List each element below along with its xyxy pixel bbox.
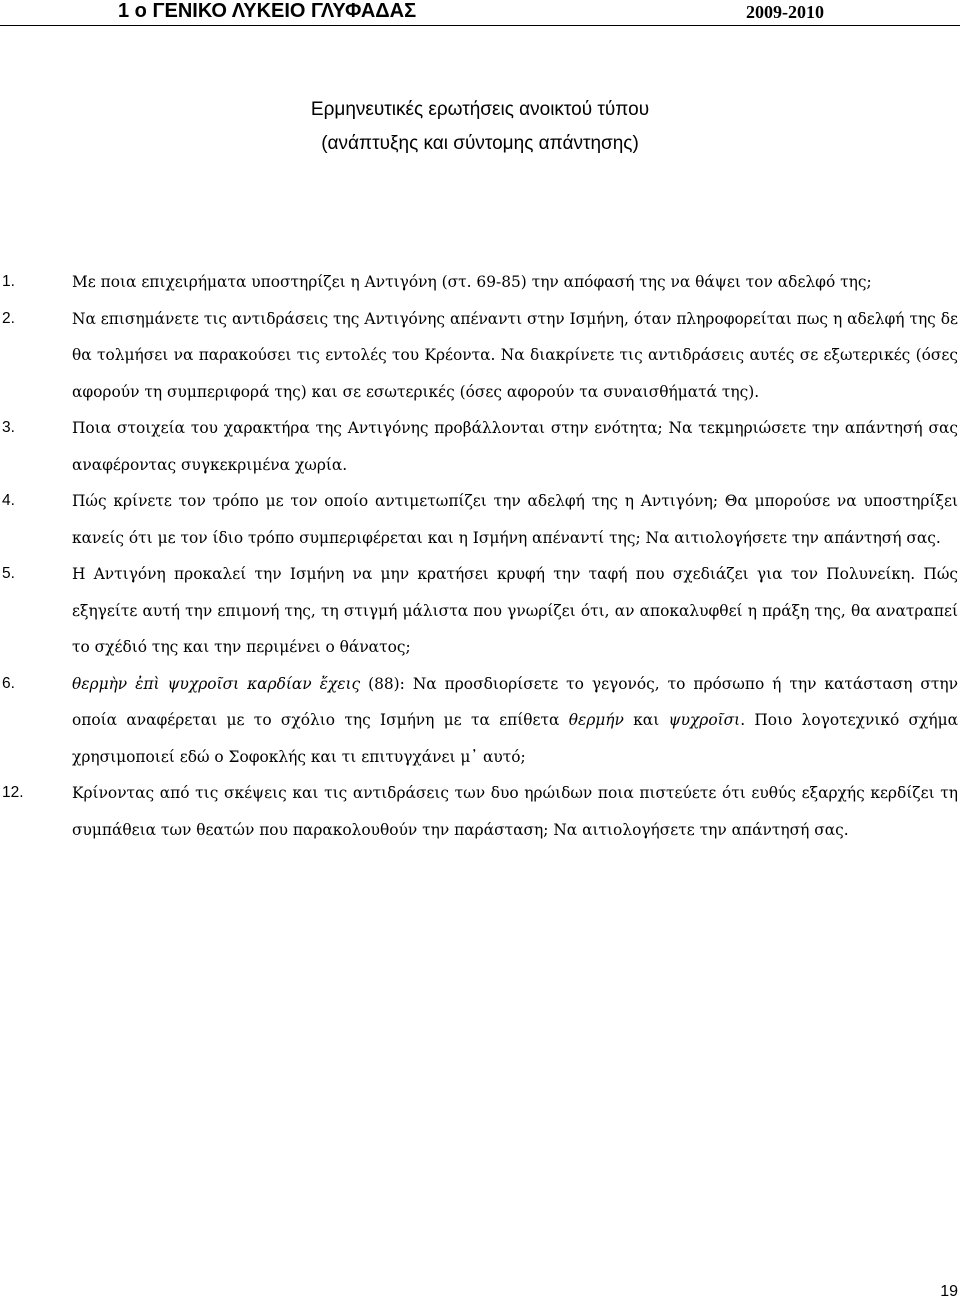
question-text: Ποια στοιχεία του χαρακτήρα της Αντιγόνης προβάλλονται στην ενότητα; Να τεκμηριώσετε την απάντησή σας αναφέροντας συγκεκριμένα χωρία. <box>72 419 958 474</box>
document-subtitle: (ανάπτυξης και σύντομης απάντησης) <box>321 133 639 154</box>
question-item <box>0 775 960 848</box>
quoted-word: θερμήν <box>568 711 624 729</box>
question-item <box>0 483 960 556</box>
question-number: 2. <box>2 309 15 327</box>
question-number: 12. <box>2 784 24 801</box>
question-number: 6. <box>2 674 15 692</box>
question-text: Κρίνοντας από τις σκέψεις και τις αντιδράσεις των δυο ηρώιδων ποια πιστεύετε ότι ευθύς εξαρχής κερδίζει τη συμπάθεια των θεατών που παρακολουθούν την παράσταση; Να αιτιολογήσετε την απάντησή σας. <box>72 784 958 839</box>
question-item <box>0 264 960 301</box>
question-item <box>0 410 960 483</box>
quoted-verse: θερμὴν ἐπὶ ψυχροῖσι καρδίαν ἔχεις <box>72 674 361 693</box>
header-divider <box>0 25 960 26</box>
question-list <box>0 264 960 848</box>
question-number: 4. <box>2 492 15 509</box>
school-year: 2009-2010 <box>746 2 824 22</box>
page-number: 19 <box>940 1283 958 1300</box>
question-text: Η Αντιγόνη προκαλεί την Ισμήνη να μην κρατήσει κρυφή την ταφή που σχεδιάζει για τον Πολυνείκη. Πώς εξηγείτε αυτή την επιμονή της, τη στιγμή μάλιστα που γνωρίζει ότι, αν αποκαλυφθεί η πράξη της, θα ανατραπεί το σχέδιό της και την περιμένει ο θάνατος; <box>72 565 958 656</box>
question-text: Πώς κρίνετε τον τρόπο με τον οποίο αντιμετωπίζει την αδελφή της η Αντιγόνη; Θα μπορούσε να υποστηρίξει κανείς ότι με τον ίδιο τρόπο συμπεριφέρεται και η Ισμήνη απέναντί της; Να αιτιολογήσετε την απάντησή σας. <box>72 492 958 547</box>
question-number: 3. <box>2 419 15 436</box>
question-item <box>0 301 960 411</box>
question-number: 1. <box>2 273 15 290</box>
quoted-word: ψυχροῖσι <box>668 711 741 729</box>
question-text <box>72 666 958 776</box>
question-item <box>0 666 960 776</box>
question-text: Να επισημάνετε τις αντιδράσεις της Αντιγόνης απέναντι στην Ισμήνη, όταν πληροφορείται πως η αδελφή της δε θα τολμήσει να παρακούσει τις εντολές του Κρέοντα. Να διακρίνετε τις αντιδράσεις αυτές σε εξωτερικές (όσες αφορούν τη συμπεριφορά της) και σε εσωτερικές (όσες αφορούν τα συναισθήματά της). <box>72 309 958 401</box>
question-item <box>0 556 960 666</box>
school-name: 1 ο ΓΕΝΙΚΟ ΛΥΚΕΙΟ ΓΛΥΦΑΔΑΣ <box>118 0 417 22</box>
question-text-part: και <box>623 711 669 729</box>
question-text-part: . Ποιο λογοτεχνικό σχήμα χρησιμοποιεί εδώ ο Σοφοκλής και τι επιτυγχάνει μ᾽ αυτό; <box>72 711 958 766</box>
question-text: Με ποια επιχειρήματα υποστηρίζει η Αντιγόνη (στ. 69-85) την απόφασή της να θάψει τον αδελφό της; <box>72 273 872 291</box>
question-text-part: (88): Να προσδιορίσετε το γεγονός, το πρόσωπο ή την κατάσταση στην οποία αναφέρεται με το σχόλιο της Ισμήνη με τα επίθετα <box>72 674 959 729</box>
document-title: Ερμηνευτικές ερωτήσεις ανοικτού τύπου <box>310 99 650 120</box>
question-number: 5. <box>2 565 15 582</box>
page-header <box>0 0 960 26</box>
